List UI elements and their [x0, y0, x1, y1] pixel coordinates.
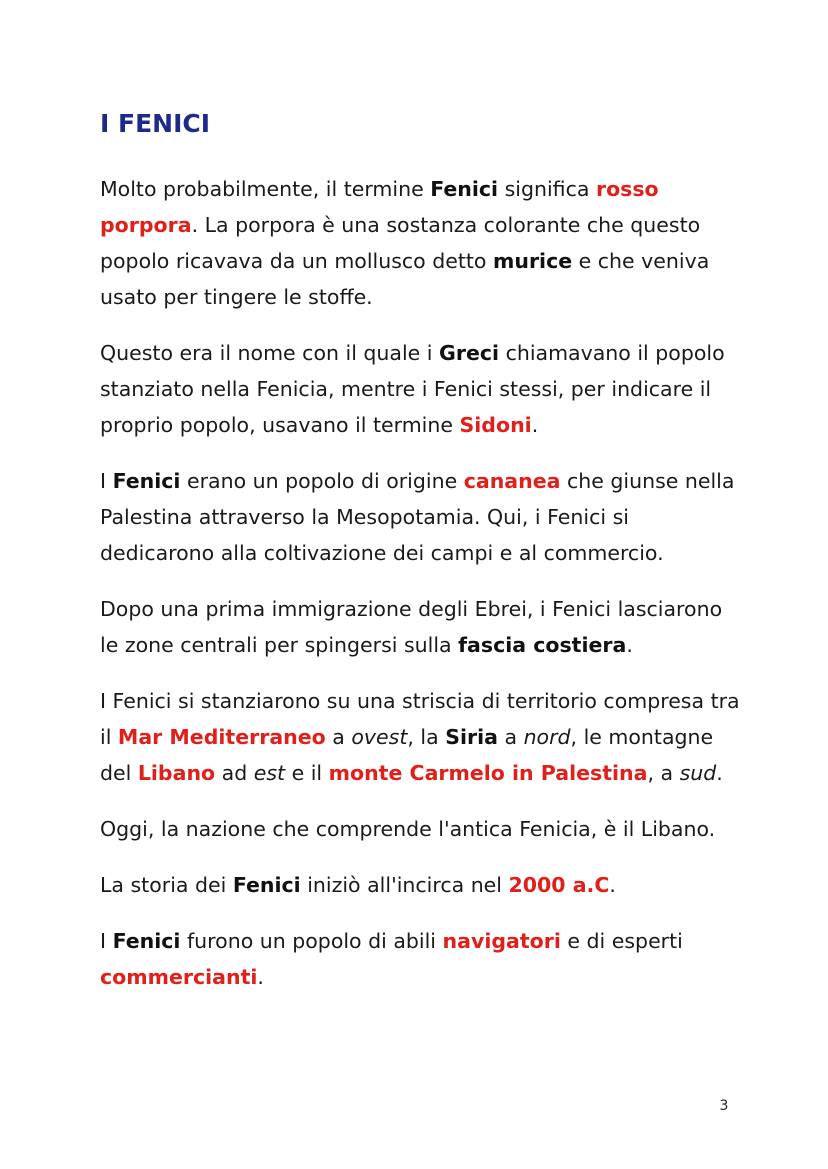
red-text-segment: rosso porpora	[100, 177, 659, 237]
red-text-segment: navigatori	[442, 929, 561, 953]
text-segment: . La porpora è una sostanza colorante che questo popolo ricavava da un mollusco detto	[100, 213, 701, 273]
text-segment: e il	[285, 761, 329, 785]
text-segment: Questo era il nome con il quale i	[100, 341, 440, 365]
text-segment: a	[325, 725, 352, 749]
text-segment: , a	[647, 761, 680, 785]
bold-text-segment: Fenici	[430, 177, 499, 201]
red-text-segment: monte Carmelo in Palestina	[328, 761, 648, 785]
paragraph	[100, 867, 740, 903]
text-segment: .	[609, 873, 616, 897]
text-segment: e che veniva usato per tingere le stoffe.	[100, 249, 710, 309]
bold-text-segment: murice	[492, 249, 573, 273]
paragraph	[100, 923, 740, 995]
text-segment: Dopo una prima immigrazione degli Ebrei, i Fenici lasciarono le zone centrali per spingersi sulla	[100, 597, 723, 657]
red-text-segment: Sidoni	[459, 413, 532, 437]
paragraph	[100, 463, 740, 571]
paragraph	[100, 811, 740, 847]
text-segment: I	[100, 929, 113, 953]
text-segment: significa	[498, 177, 596, 201]
text-segment: , le montagne del	[100, 725, 714, 785]
bold-text-segment: Fenici	[112, 929, 181, 953]
text-segment: erano un popolo di origine	[180, 469, 464, 493]
red-text-segment: cananea	[463, 469, 561, 493]
body-text	[100, 171, 740, 995]
text-segment: I Fenici si stanziarono su una striscia di territorio compresa tra il	[100, 689, 740, 749]
red-text-segment: Mar Mediterraneo	[117, 725, 326, 749]
text-segment: Molto probabilmente, il termine	[100, 177, 431, 201]
text-segment: , la	[407, 725, 446, 749]
italic-text-segment: est	[253, 761, 286, 785]
text-segment: che giunse nella Palestina attraverso la Mesopotamia. Qui, i Fenici si dedicarono alla coltivazione dei campi e al commercio.	[100, 469, 735, 565]
text-segment: furono un popolo di abili	[180, 929, 443, 953]
bold-text-segment: fascia costiera	[458, 633, 627, 657]
text-segment: .	[626, 633, 633, 657]
red-text-segment: 2000 a.C	[508, 873, 610, 897]
text-segment: chiamavano il popolo stanziato nella Fenicia, mentre i Fenici stessi, per indicare il proprio popolo, usavano il termine	[100, 341, 725, 437]
italic-text-segment: ovest	[351, 725, 408, 749]
text-segment: Oggi, la nazione che comprende l'antica Fenicia, è il Libano.	[100, 817, 716, 841]
bold-text-segment: Fenici	[232, 873, 301, 897]
text-segment: iniziò all'incirca nel	[300, 873, 509, 897]
paragraph	[100, 591, 740, 663]
text-segment: a	[497, 725, 524, 749]
page-title: I FENICI	[100, 109, 211, 138]
italic-text-segment: sud	[679, 761, 717, 785]
text-segment: .	[531, 413, 539, 437]
paragraph	[100, 335, 740, 443]
text-segment: e di esperti	[560, 929, 683, 953]
document-page	[100, 108, 740, 1015]
paragraph	[100, 171, 740, 315]
page-number: 3	[719, 1098, 729, 1114]
bold-text-segment: Fenici	[112, 469, 181, 493]
text-segment: La storia dei	[100, 873, 233, 897]
text-segment: .	[257, 965, 264, 989]
bold-text-segment: Greci	[439, 341, 500, 365]
paragraph	[100, 683, 740, 791]
red-text-segment: commercianti	[100, 965, 258, 989]
red-text-segment: Libano	[137, 761, 216, 785]
bold-text-segment: Siria	[445, 725, 498, 749]
italic-text-segment: nord	[523, 725, 571, 749]
text-segment: .	[716, 761, 723, 785]
text-segment: I	[100, 469, 113, 493]
text-segment: ad	[215, 761, 254, 785]
